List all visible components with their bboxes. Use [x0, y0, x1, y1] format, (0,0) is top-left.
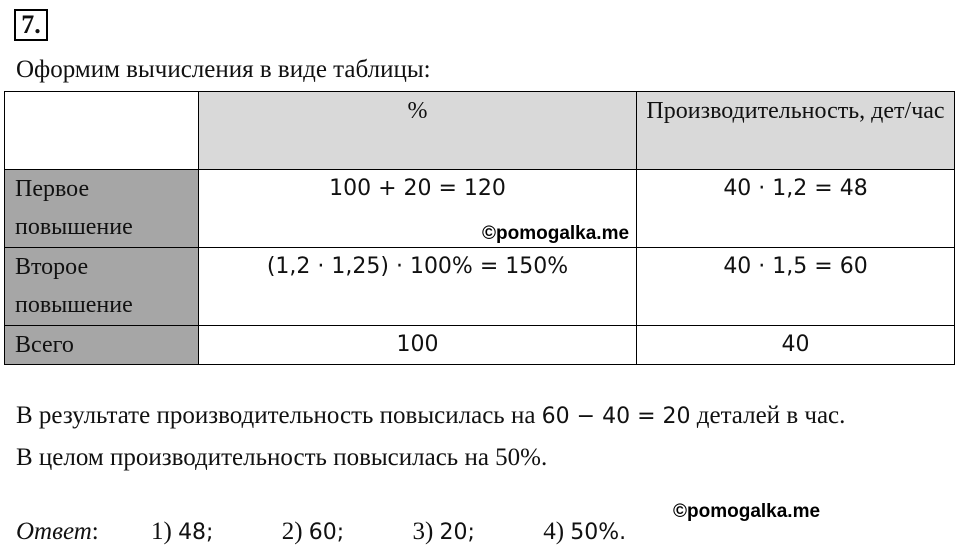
answer-item-number: 2): [281, 518, 309, 545]
result-math: 60 − 40 = 20: [541, 404, 691, 429]
table-row: [5, 170, 955, 248]
row-label: Всего: [5, 326, 199, 365]
answer-label-group: [16, 518, 145, 545]
header-productivity: Производительность, дет/час: [637, 92, 955, 170]
cell-percent: 100: [199, 326, 637, 365]
answer-item-value: 20;: [439, 520, 475, 545]
intro-text: Оформим вычисления в виде таблицы:: [16, 56, 431, 83]
table-header-row: [5, 92, 955, 170]
result-line: [16, 402, 845, 430]
cell-rate: 40: [637, 326, 955, 365]
answer-colon: :: [91, 518, 99, 545]
answer-label: Ответ: [16, 518, 92, 545]
table-row: [5, 248, 955, 326]
answer-item: [543, 518, 626, 546]
header-empty-cell: [5, 92, 199, 170]
watermark: ©pomogalka.me: [482, 223, 630, 244]
row-label: Первое повышение: [5, 170, 199, 248]
answer-line: [16, 518, 688, 546]
answer-item: [151, 518, 213, 546]
cell-rate: 40 · 1,5 = 60: [637, 248, 955, 326]
answer-item-number: 3): [412, 518, 440, 545]
answer-item-value: 60;: [308, 520, 345, 545]
problem-number: 7.: [14, 9, 48, 41]
cell-rate: 40 · 1,2 = 48: [637, 170, 955, 248]
answer-item: [412, 518, 474, 546]
header-percent: %: [199, 92, 637, 170]
calculation-table: [4, 91, 955, 365]
answer-item-value: 50%.: [570, 520, 627, 545]
answer-item-number: 4): [543, 518, 571, 545]
answer-item: [282, 518, 344, 546]
cell-percent: (1,2 · 1,25) · 100% = 150%: [199, 248, 637, 326]
table-row: [5, 326, 955, 365]
watermark: ©pomogalka.me: [673, 501, 821, 522]
result-text-start: В результате производительность повысилась на: [16, 402, 542, 429]
cell-percent: 100 + 20 = 120: [199, 170, 637, 248]
answer-item-number: 1): [150, 518, 179, 545]
row-label: Второе повышение: [5, 248, 199, 326]
result-text-end: деталей в час.: [690, 402, 846, 429]
overall-line: В целом производительность повысилась на 50%.: [16, 444, 548, 471]
answer-item-value: 48;: [178, 520, 214, 545]
